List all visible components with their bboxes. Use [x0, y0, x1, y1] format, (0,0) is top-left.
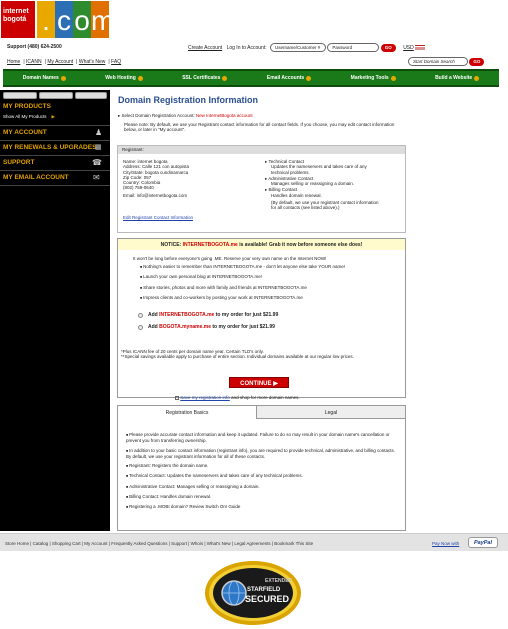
add-domain-checkbox-2[interactable]	[138, 325, 143, 330]
notice-bullets	[140, 264, 400, 301]
seal-line1: EXTENDED	[265, 578, 293, 584]
fine-print-1: *Plus ICANN fee of 20 cents per domain name year. Certain TLD's only.	[121, 349, 264, 354]
add-domain: INTERNETBOGOTA.me	[159, 312, 215, 318]
registrant-name: Name: internet bogota	[123, 159, 168, 164]
nav-web-hosting[interactable]: Web Hosting	[105, 75, 142, 81]
registrant-zip: Zip Code: 057	[123, 174, 152, 180]
logo-dot	[37, 1, 55, 38]
whats-new-link[interactable]: What's New	[78, 59, 106, 65]
sidebar-support[interactable]: SUPPORT	[3, 159, 35, 166]
nav-ssl[interactable]: SSL Certificates	[182, 75, 227, 81]
sidebar-tab-1[interactable]	[3, 92, 37, 99]
edit-registrant-link[interactable]: Edit Registrant Contact Information	[123, 215, 194, 220]
arrow-right-icon: ▶	[51, 114, 55, 119]
logo-line2: bogotá	[3, 16, 27, 23]
logo-c	[55, 1, 73, 38]
arrow-right-icon: ▶	[273, 381, 278, 387]
save-registration-link[interactable]: Save my registration info	[180, 395, 230, 400]
add-domain: BOGOTA.myname.me	[159, 324, 211, 330]
logo-dot-char: .	[42, 5, 50, 36]
registrant-email: Email: info@internetbogota.com	[123, 192, 188, 198]
create-account-link[interactable]: Create Account	[188, 45, 223, 51]
notice-bullet: ■ Impress clients and co-workers by posting your work at INTERNETBOGOTA.me	[140, 295, 400, 301]
domain-search-input[interactable]: Start Domain Search	[408, 57, 468, 66]
registrant-address: Address: Calle 121 con autopista	[123, 164, 190, 170]
footer-links[interactable]: Store Home | Catalog | Shopping Cart | My Account | Frequently Asked Questions | Support | Whois | What's New | Legal Agreements | Bookmark This Site	[5, 541, 314, 546]
notice-domain: INTERNETBOGOTA.me	[182, 242, 238, 248]
logo-o-char: o	[74, 5, 90, 36]
show-all-label: Show All My Products	[3, 114, 47, 119]
sidebar-my-products[interactable]: MY PRODUCTS	[3, 103, 51, 110]
basics-item: ■ Billing Contact: Handles domain renewal.	[126, 494, 398, 500]
contact-desc: Manages selling or reassigning a domain.	[271, 181, 355, 187]
logo-m-char: m	[91, 5, 115, 36]
currency-select[interactable]: USD	[403, 45, 414, 51]
username-input[interactable]: Username/Customer #	[270, 43, 326, 52]
notice-banner	[118, 239, 405, 250]
login-label: Log In to Account:	[226, 45, 267, 51]
divider	[0, 170, 110, 171]
add-option-1	[148, 313, 278, 318]
notice-bullet: ■ Share stories, photos and more with family and friends at INTERNETBOGOTA.me	[140, 285, 400, 291]
sidebar-tab-2[interactable]	[39, 92, 73, 99]
contact-title: Administrative Contact	[268, 175, 314, 181]
page-title: Domain Registration Information	[118, 95, 259, 105]
icann-link[interactable]: ICANN	[26, 59, 42, 65]
paypal-logo[interactable]	[468, 537, 498, 548]
add-pre: Add	[148, 312, 158, 318]
contacts-note: (By default, we use your registrant contact information for all contacts (see listed above).)	[271, 200, 379, 211]
contact-desc: Updates the nameservers and takes care of any technical problems.	[271, 164, 367, 175]
sidebar-email[interactable]: MY EMAIL ACCOUNT	[3, 174, 69, 181]
main-nav	[3, 69, 499, 87]
divider	[0, 140, 110, 141]
divider	[0, 125, 110, 126]
default-note: Please note: By default, we use your Registrant contact information for all contact fields. If you choose, you may edit contact information below, or later in "My account".	[124, 122, 395, 133]
divider	[0, 155, 110, 156]
notice-intro: It won't be long before everyone's going .ME. Reserve your very own name on the Internet NOW!	[133, 256, 327, 261]
box-icon: ▦	[95, 144, 102, 151]
sidebar	[0, 90, 110, 531]
continue-button[interactable]	[229, 377, 289, 388]
bullet-icon: ▸	[265, 159, 269, 164]
notice-suffix: is available! Grab it now before someone else does!	[239, 242, 363, 248]
basics-item: ■ Administrative Contact: Manages selling or reassigning a domain.	[126, 484, 398, 490]
sidebar-tab-3[interactable]	[75, 92, 107, 99]
contact-title: Technical Contact	[268, 159, 304, 164]
nav-build-website[interactable]: Build a Website	[435, 75, 479, 81]
top-links: Home | ICANN | My Account | What's New | FAQ	[7, 59, 122, 65]
user-icon: ♟	[95, 128, 103, 137]
bullet-icon: ▸	[118, 113, 121, 118]
my-account-link[interactable]: My Account	[47, 59, 74, 65]
add-option-2	[148, 325, 275, 330]
logo-text	[1, 1, 35, 38]
faq-link[interactable]: FAQ	[111, 59, 122, 65]
checkbox-icon[interactable]	[175, 396, 179, 400]
fine-print-2: **Special savings available apply to purchase of entire section. Individual domains available at our regular low prices.	[121, 354, 354, 360]
save-suffix: and shop for more domain names.	[231, 395, 300, 400]
registrant-phone: (802) 759-0640	[123, 185, 154, 191]
divider	[0, 185, 110, 186]
basics-item: ■ Technical Contact: Updates the nameservers and takes care of any technical problems.	[126, 473, 398, 479]
add-post: to my order for just $21.99	[215, 312, 279, 318]
domain-search	[408, 57, 498, 66]
logo-c-char: c	[57, 5, 71, 36]
bullet-icon: ▸	[265, 187, 269, 193]
home-link[interactable]: Home	[7, 59, 21, 65]
seal-line3: SECURED	[245, 594, 290, 604]
sidebar-show-all[interactable]	[0, 114, 110, 120]
contact-desc: Handles domain renewal.	[271, 192, 322, 198]
add-domain-checkbox-1[interactable]	[138, 313, 143, 318]
notice-bullet: ■ Launch your own personal blog at INTERNETBOGOTA.me!	[140, 274, 400, 280]
notice-bullet: ■ Nothing's easier to remember than INTERNETBOGOTA.me - don't let anyone else take YOUR name!	[140, 264, 400, 270]
select-account-value[interactable]: New InternetBogota account	[195, 113, 253, 118]
basics-item: ■ Registrant: Registers the domain name.	[126, 463, 398, 469]
phone-icon: ☎	[92, 158, 102, 167]
registrant-header: Registrant:	[118, 146, 405, 154]
seal-line2: STARFIELD	[247, 587, 281, 593]
login-go-button[interactable]: GO	[381, 44, 396, 52]
domain-search-go-button[interactable]: GO	[469, 58, 484, 66]
support-phone: Support (480) 624-2500	[7, 44, 62, 50]
nav-marketing[interactable]: Marketing Tools	[351, 75, 396, 81]
envelope-icon: ✉	[93, 173, 100, 182]
select-account	[118, 113, 253, 118]
paypal-text: PayPal	[473, 540, 493, 546]
save-info	[175, 395, 300, 400]
bullet-icon: ▸	[265, 175, 269, 181]
sidebar-renewals[interactable]: MY RENEWALS & UPGRADES	[3, 144, 97, 151]
tab-legal[interactable]: Legal	[257, 406, 406, 419]
fine-print	[121, 349, 401, 360]
basics-item: ■ In addition to your basic contact information (registrant info), you are required to provide technical, administrative, and billing contacts. By default, we use your registrant information for all of these contacts.	[126, 448, 398, 460]
notice-prefix: NOTICE:	[160, 242, 182, 248]
select-account-label: Select Domain Registration Account:	[121, 113, 195, 118]
basics-item: ■ Please provide accurate contact information and keep it updated. Failure to do so may result in your domain name's cancellation or prevent you from transferring ownership.	[126, 432, 398, 444]
flag-icon[interactable]	[415, 45, 425, 51]
site-logo[interactable]	[0, 0, 115, 40]
add-pre: Add	[148, 324, 158, 330]
tab-registration-basics[interactable]: Registration Basics	[117, 406, 257, 419]
sidebar-my-account[interactable]: MY ACCOUNT	[3, 129, 47, 136]
registrant-city: City/State: bogota cundinamarca	[123, 169, 189, 175]
registrant-details	[123, 159, 253, 198]
password-input[interactable]: Password	[327, 43, 379, 52]
logo-m	[91, 1, 115, 38]
registrant-country: Country: Colombia	[123, 180, 161, 186]
basics-list	[126, 432, 398, 511]
starfield-secured-seal[interactable]	[203, 560, 303, 626]
logo-line1: internet	[3, 8, 29, 15]
login-bar	[188, 43, 506, 55]
add-post: to my order for just $21.99	[212, 324, 275, 330]
basics-item: ■ Registering a .MOBI domain? Review Switch On! Guide	[126, 504, 398, 510]
continue-label: CONTINUE	[240, 381, 272, 387]
nav-domain-names[interactable]: Domain Names	[23, 75, 66, 81]
nav-email[interactable]: Email Accounts	[267, 75, 311, 81]
info-tabs	[117, 405, 406, 418]
logo-o	[73, 1, 91, 38]
contacts-list	[265, 159, 385, 211]
contact-title: Billing Contact	[268, 187, 298, 193]
pay-now-link[interactable]: Pay Now with	[432, 541, 460, 546]
